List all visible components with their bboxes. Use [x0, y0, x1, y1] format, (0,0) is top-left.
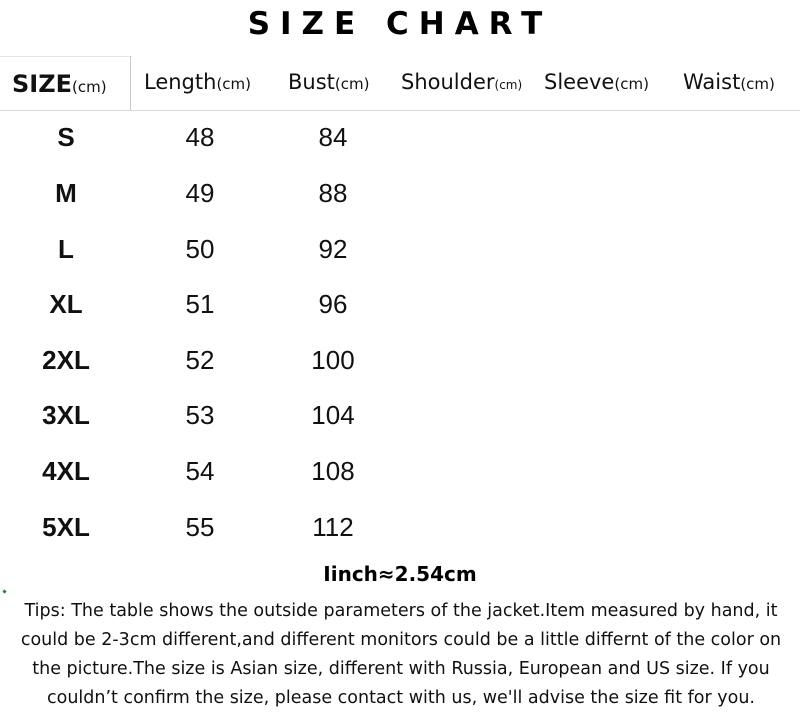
length-cell: 48 [185, 122, 215, 152]
size-cell: 5XL [42, 512, 90, 542]
header-bust-unit: (cm) [334, 75, 370, 93]
inch-conversion-note: Iinch≈2.54cm [323, 562, 477, 586]
bust-cell: 96 [318, 289, 348, 319]
header-size-unit: (cm) [72, 78, 107, 96]
length-cell: 53 [185, 400, 215, 430]
header-size-label: SIZE [12, 70, 73, 98]
bust-cell: 88 [318, 178, 348, 208]
header-sleeve-label: Sleeve [544, 70, 615, 94]
length-cell: 55 [185, 512, 215, 542]
header-waist [683, 70, 775, 94]
header-sleeve [544, 70, 649, 94]
header-shoulder [401, 70, 522, 94]
header-shoulder-label: Shoulder [401, 70, 495, 94]
header-length [144, 70, 251, 94]
header-length-label: Length [144, 70, 217, 94]
header-waist-label: Waist [683, 70, 741, 94]
size-cell: 4XL [42, 456, 90, 486]
size-cell: 2XL [42, 345, 90, 375]
bust-cell: 112 [312, 512, 354, 542]
page-title: SIZE CHART [247, 6, 553, 42]
header-sleeve-unit: (cm) [614, 75, 649, 93]
header-waist-unit: (cm) [740, 75, 775, 93]
size-cell: M [55, 178, 77, 208]
bust-cell: 84 [318, 122, 348, 152]
length-cell: 52 [185, 345, 215, 375]
bust-cell: 92 [318, 234, 348, 264]
length-cell: 49 [185, 178, 215, 208]
header-size [12, 70, 107, 98]
header-rule [0, 110, 800, 111]
bust-cell: 108 [311, 456, 355, 486]
header-length-unit: (cm) [216, 75, 252, 93]
length-cell: 51 [185, 289, 215, 319]
length-cell: 50 [185, 234, 215, 264]
header-bust-label: Bust [288, 70, 335, 94]
bust-cell: 100 [311, 345, 355, 375]
size-cell: 3XL [42, 400, 90, 430]
corner-mark [2, 589, 6, 593]
length-cell: 54 [185, 456, 215, 486]
bust-cell: 104 [311, 400, 355, 430]
size-cell: XL [49, 289, 83, 319]
header-bust [288, 70, 369, 94]
header-shoulder-unit: (cm) [494, 78, 523, 92]
tips-paragraph: Tips: The table shows the outside parameters of the jacket.Item measured by hand, it could be 2-3cm different,and different monitors could be a little differnt of the color on the picture.The size is Asian size, different with Russia, European and US size. If you couldn’t confirm the size, please contact with us, we'll advise the size fit for you. [20, 601, 782, 708]
size-cell: S [57, 122, 75, 152]
size-cell: L [58, 234, 74, 264]
